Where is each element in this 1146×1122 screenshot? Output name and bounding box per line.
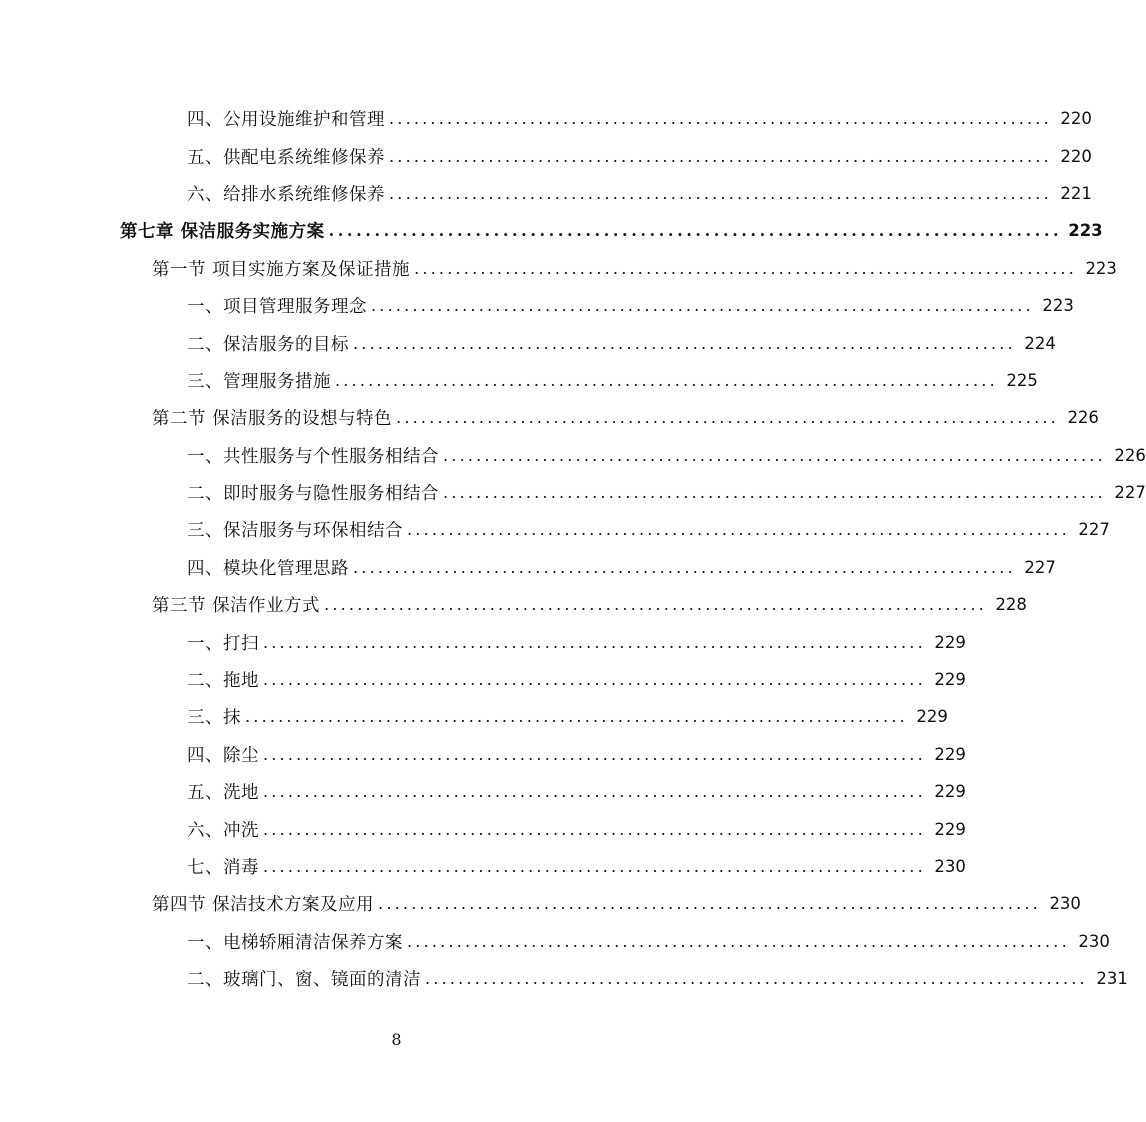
toc-entry-title: 第一节 项目实施方案及保证措施 [152, 259, 411, 280]
toc-entry-page-number: 223 [1068, 221, 1103, 241]
toc-entry-page-number: 229 [934, 744, 966, 764]
toc-entry-title: 第二节 保洁服务的设想与特色 [152, 409, 393, 430]
toc-dot-leader: ................................................................................ [263, 632, 926, 652]
toc-entry-page-number: 227 [1024, 557, 1056, 577]
toc-entry-title: 一、电梯轿厢清洁保养方案 [187, 932, 403, 953]
toc-entry-title: 四、公用设施维护和管理 [187, 110, 385, 131]
toc-entry-title: 四、除尘 [187, 745, 259, 766]
toc-entry-chapter[interactable] [0, 212, 1103, 249]
toc-entry-title: 二、玻璃门、窗、镜面的清洁 [187, 970, 421, 991]
toc-entry-page-number: 221 [1060, 183, 1092, 203]
toc-entry-item[interactable] [0, 137, 1092, 174]
toc-entry-title: 二、保洁服务的目标 [187, 334, 349, 355]
toc-entry-page-number: 223 [1085, 258, 1117, 278]
toc-entry-title: 第三节 保洁作业方式 [152, 596, 321, 617]
toc-entry-page-number: 227 [1114, 483, 1146, 503]
toc-dot-leader: ................................................................................ [328, 221, 1063, 241]
toc-dot-leader: ................................................................................ [389, 146, 1052, 166]
toc-dot-leader: ................................................................................ [443, 483, 1106, 503]
toc-entry-title: 一、打扫 [187, 633, 259, 654]
toc-entry-item[interactable] [0, 324, 1056, 361]
toc-entry-page-number: 231 [1096, 969, 1128, 989]
toc-dot-leader: ................................................................................ [263, 670, 926, 690]
toc-entry-title: 六、冲洗 [187, 820, 259, 841]
toc-dot-leader: ................................................................................ [263, 819, 926, 839]
toc-entry-page-number: 226 [1114, 445, 1146, 465]
toc-entry-page-number: 220 [1060, 146, 1092, 166]
toc-dot-leader: ................................................................................ [389, 109, 1052, 129]
toc-entry-title: 二、拖地 [187, 671, 259, 692]
toc-entry-title: 三、管理服务措施 [187, 371, 331, 392]
toc-entry-page-number: 223 [1042, 296, 1074, 316]
toc-entry-title: 四、模块化管理思路 [187, 558, 349, 579]
toc-dot-leader: ................................................................................ [353, 333, 1016, 353]
toc-entry-title: 七、消毒 [187, 858, 259, 878]
toc-dot-leader: ................................................................................ [371, 296, 1034, 316]
toc-entry-title: 第四节 保洁技术方案及应用 [152, 895, 375, 916]
toc-entry-item[interactable] [0, 175, 1092, 212]
toc-dot-leader: ................................................................................ [263, 782, 926, 802]
toc-dot-leader: ................................................................................ [263, 744, 926, 764]
toc-entry-page-number: 228 [995, 595, 1027, 615]
toc-entry-item[interactable] [0, 100, 1092, 137]
toc-entry-section[interactable] [0, 250, 1117, 287]
toc-entry-page-number: 225 [1006, 370, 1038, 390]
toc-dot-leader: ................................................................................ [378, 894, 1041, 914]
toc-entry-page-number: 230 [1078, 931, 1110, 951]
toc-entry-item[interactable] [0, 698, 948, 735]
toc-dot-leader: ................................................................................ [414, 258, 1077, 278]
toc-entry-item[interactable] [0, 549, 1056, 586]
toc-dot-leader: ................................................................................ [389, 183, 1052, 203]
toc-entry-item[interactable] [0, 773, 966, 810]
toc-entry-item[interactable] [0, 923, 1110, 960]
toc-dot-leader: ................................................................................ [335, 370, 998, 390]
toc-entry-item[interactable] [0, 474, 1146, 511]
toc-dot-leader: ................................................................................ [353, 557, 1016, 577]
toc-dot-leader: ................................................................................ [407, 931, 1070, 951]
table-of-contents [0, 100, 1146, 997]
toc-entry-item[interactable] [0, 848, 966, 885]
toc-dot-leader: ................................................................................ [425, 969, 1088, 989]
toc-entry-section[interactable] [0, 885, 1081, 922]
toc-entry-title: 三、抹 [187, 708, 241, 729]
toc-entry-title: 五、洗地 [187, 783, 259, 804]
toc-entry-item[interactable] [0, 736, 966, 773]
toc-entry-item[interactable] [0, 287, 1074, 324]
toc-entry-title: 二、即时服务与隐性服务相结合 [187, 484, 439, 505]
toc-entry-page-number: 226 [1067, 408, 1099, 428]
toc-dot-leader: ................................................................................ [245, 707, 908, 727]
toc-dot-leader: ................................................................................ [443, 445, 1106, 465]
toc-dot-leader: ................................................................................ [396, 408, 1059, 428]
toc-entry-item[interactable] [0, 810, 966, 847]
toc-entry-page-number: 224 [1024, 333, 1056, 353]
toc-entry-page-number: 229 [934, 670, 966, 690]
toc-dot-leader: ................................................................................ [324, 595, 987, 615]
toc-entry-title: 五、供配电系统维修保养 [187, 147, 385, 168]
toc-entry-page-number: 229 [934, 819, 966, 839]
page-number: 8 [391, 1030, 402, 1049]
toc-entry-page-number: 229 [934, 632, 966, 652]
toc-entry-item[interactable] [0, 960, 1128, 997]
toc-entry-page-number: 220 [1060, 109, 1092, 129]
toc-entry-page-number: 230 [934, 857, 966, 876]
toc-entry-title: 一、项目管理服务理念 [187, 297, 367, 318]
toc-entry-title: 一、共性服务与个性服务相结合 [187, 446, 439, 467]
toc-entry-item[interactable] [0, 623, 966, 660]
toc-entry-section[interactable] [0, 586, 1027, 623]
toc-entry-page-number: 229 [916, 707, 948, 727]
toc-entry-section[interactable] [0, 399, 1099, 436]
toc-dot-leader: ................................................................................ [263, 857, 926, 876]
toc-entry-page-number: 230 [1049, 894, 1081, 914]
toc-entry-title: 第七章 保洁服务实施方案 [120, 222, 325, 243]
toc-entry-page-number: 229 [934, 782, 966, 802]
toc-entry-item[interactable] [0, 511, 1110, 548]
toc-entry-title: 三、保洁服务与环保相结合 [187, 521, 403, 542]
toc-entry-item[interactable] [0, 362, 1038, 399]
toc-entry-page-number: 227 [1078, 520, 1110, 540]
toc-entry-item[interactable] [0, 437, 1146, 474]
toc-entry-title: 六、给排水系统维修保养 [187, 184, 385, 205]
toc-entry-item[interactable] [0, 661, 966, 698]
toc-dot-leader: ................................................................................ [407, 520, 1070, 540]
